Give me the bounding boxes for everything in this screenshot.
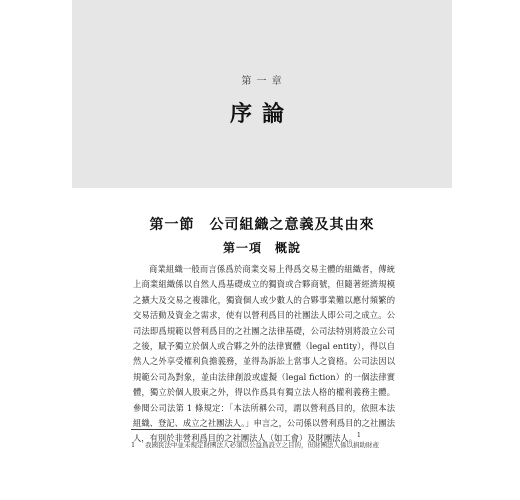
body-paragraph-text: 商業組織一般而言係爲於商業交易上得爲交易主體的組織者，傳統上商業組織係以自然人爲基礎成立的獨資或合夥商號，但隨著經濟規模之擴大及交易之複雜化，獨資個人或少數人的合夥事業難以應付頻繁的交易活動及資金之需求，使有以營利爲目的社團法人即公司之成立。公司法即爲規範以營利爲目的之社團之法律基礎，公司法特別將設立公司之後，賦予獨立於個人或合夥之外的法律實體（legal entity），得以自然人之外享受權利負擔義務，並得為訴訟上當事人之資格。公司法因以規範公司為對象，並由法律創設或虛擬（legal fiction）的一個法律實體，獨立於個人股東之外，得以作爲具有獨立法人格的權利義務主體。參閱公司法第 1 條規定：「本法所稱公司，謂以營利爲目的，依照本法組織、登記、成立之社團法人。」申言之，公司係以營利爲目的之社團法人，有別於非營利爲目的之社團法人（如工會）及財團法人。 (133, 264, 395, 444)
footnote-divider (131, 429, 241, 430)
footnote-text: 我國民法中並未規定財團法人必須以公益爲設立之目的，但財團法人係以捐助財產 (145, 441, 379, 449)
subsection-title: 第一項 概說 (222, 241, 301, 255)
section-title: 第一節 公司組織之意義及其由來 (149, 217, 375, 233)
body-paragraph (133, 262, 395, 447)
footnote-number: 1 (131, 441, 136, 449)
chapter-header-band (72, 0, 452, 188)
chapter-title: 序論 (229, 101, 294, 127)
footnote (131, 440, 461, 450)
chapter-number: 第 一 章 (241, 76, 283, 87)
footnote-reference: 1 (357, 432, 361, 440)
